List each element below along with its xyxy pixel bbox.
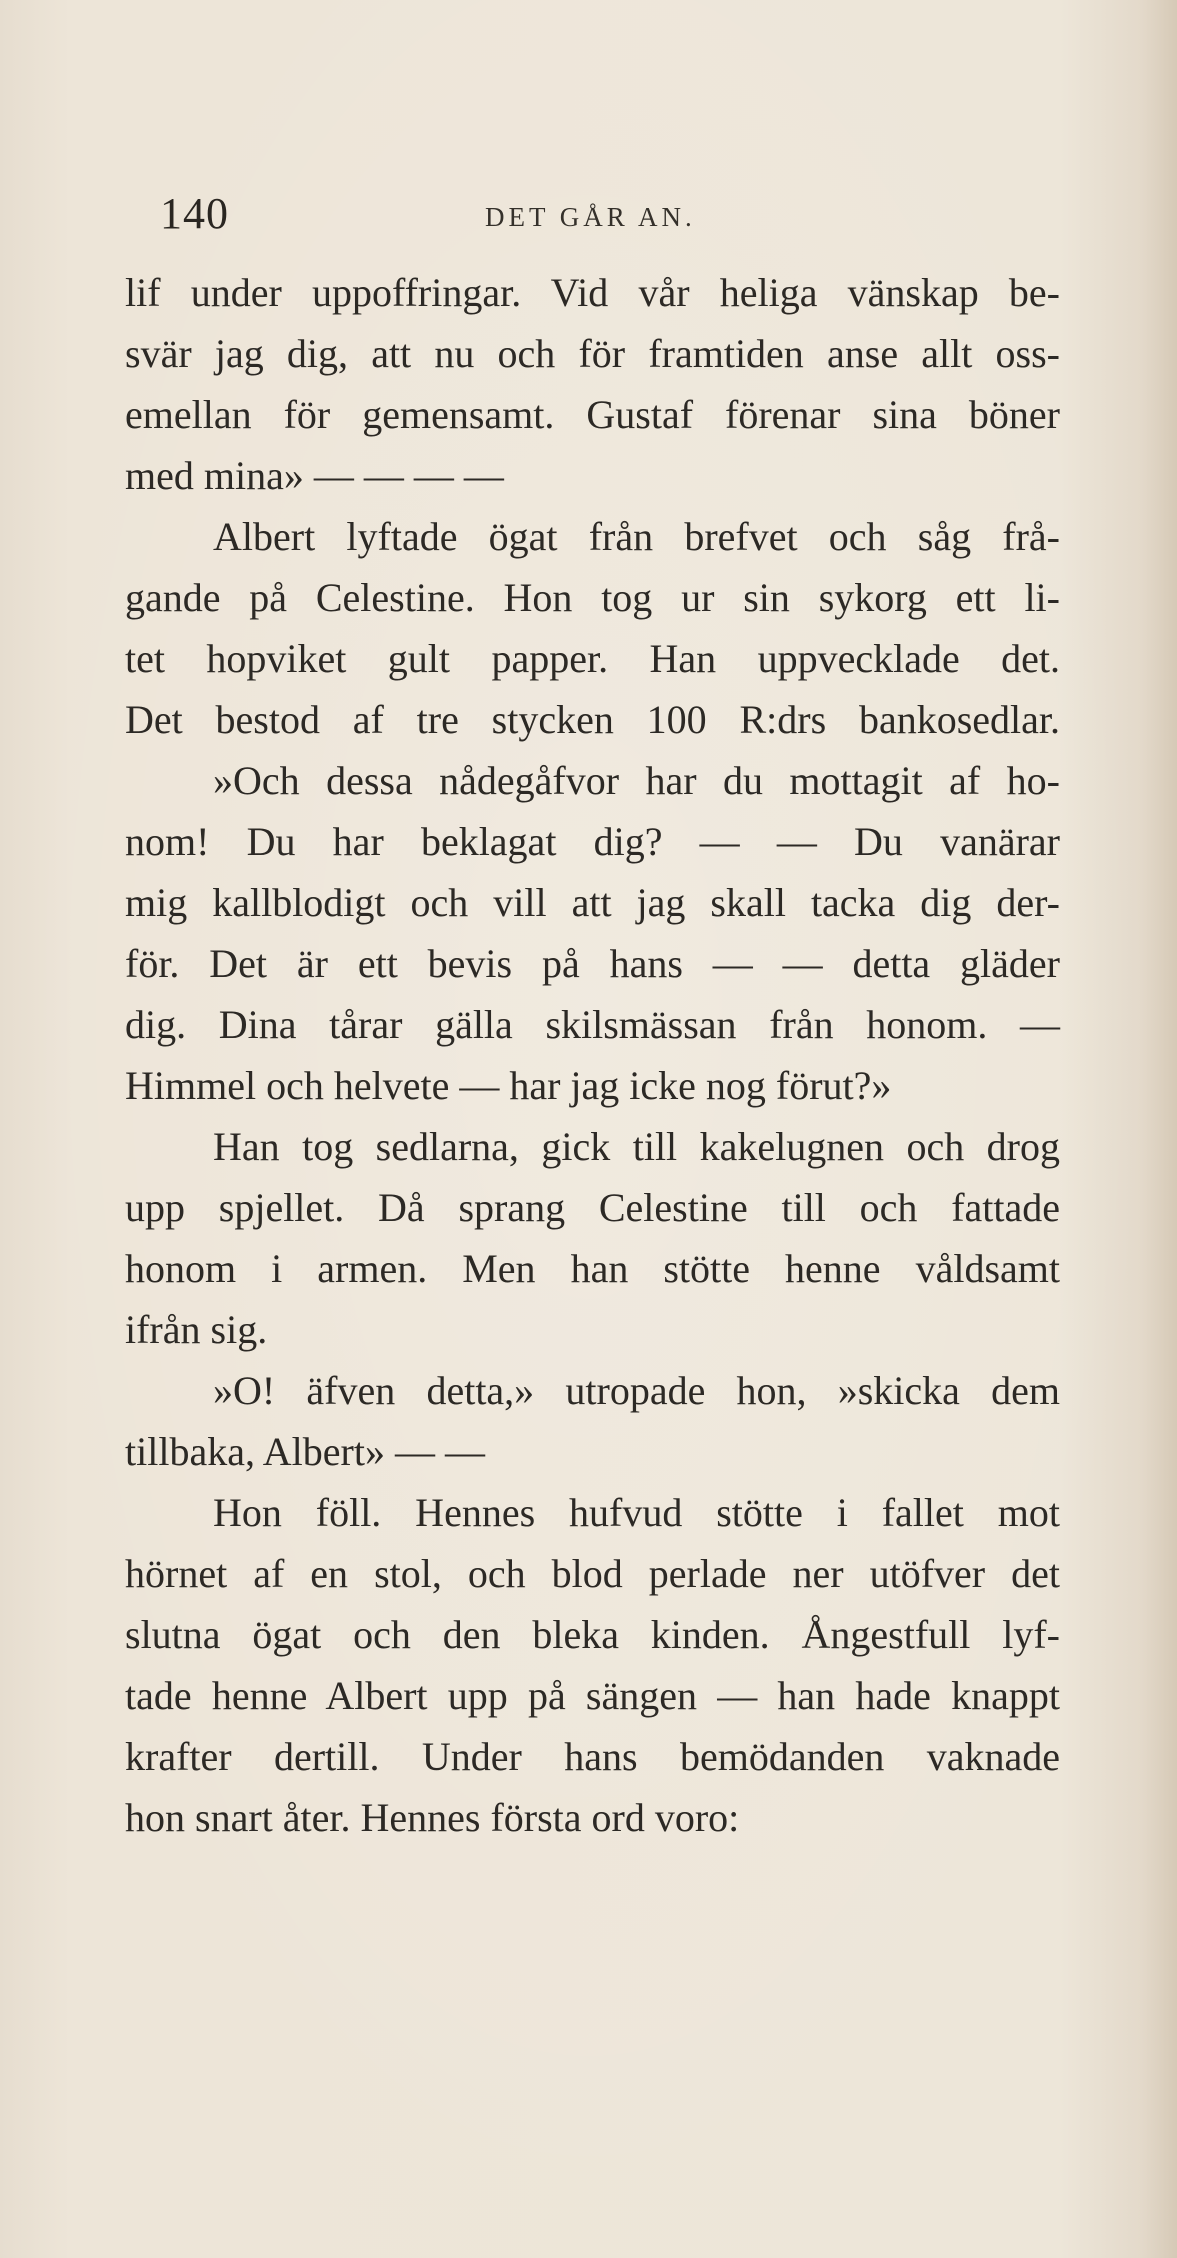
text-line: »Och dessa nådegåfvor har du mottagit af ho- bbox=[213, 758, 1060, 803]
text-line: krafter dertill. Under hans bemödanden vaknade bbox=[125, 1734, 1060, 1779]
text-line: emellan för gemensamt. Gustaf förenar sina böner bbox=[125, 392, 1060, 437]
page-number: 140 bbox=[160, 189, 229, 238]
text-line: Han tog sedlarna, gick till kakelugnen och drog bbox=[213, 1124, 1060, 1169]
text-line: Albert lyftade ögat från brefvet och såg frå- bbox=[213, 514, 1060, 559]
text-line: upp spjellet. Då sprang Celestine till och fattade bbox=[125, 1185, 1060, 1230]
text-line: gande på Celestine. Hon tog ur sin sykorg ett li- bbox=[125, 575, 1060, 620]
text-line: tet hopviket gult papper. Han uppvecklade det. bbox=[125, 636, 1060, 681]
text-line: svär jag dig, att nu och för framtiden anse allt oss- bbox=[125, 331, 1060, 376]
text-line: »O! äfven detta,» utropade hon, »skicka dem bbox=[213, 1368, 1060, 1413]
text-line: nom! Du har beklagat dig? — — Du vanärar bbox=[125, 819, 1060, 864]
text-line: mig kallblodigt och vill att jag skall tacka dig der- bbox=[125, 880, 1060, 925]
text-line: med mina» — — — — bbox=[125, 453, 504, 498]
text-line: slutna ögat och den bleka kinden. Ångestfull lyf- bbox=[125, 1612, 1060, 1657]
text-line: för. Det är ett bevis på hans — — detta gläder bbox=[125, 941, 1060, 986]
text-line: ifrån sig. bbox=[125, 1307, 268, 1352]
running-head: DET GÅR AN. bbox=[485, 202, 696, 232]
text-line: tillbaka, Albert» — — bbox=[125, 1429, 485, 1474]
text-line: honom i armen. Men han stötte henne våldsamt bbox=[125, 1246, 1060, 1291]
text-line: Himmel och helvete — har jag icke nog förut?» bbox=[125, 1063, 892, 1108]
page-header bbox=[160, 188, 1060, 248]
text-line: hon snart åter. Hennes första ord voro: bbox=[125, 1795, 740, 1840]
text-line: tade henne Albert upp på sängen — han hade knappt bbox=[125, 1673, 1060, 1718]
text-line: Det bestod af tre stycken 100 R:drs bankosedlar. bbox=[125, 697, 1060, 742]
text-line: Hon föll. Hennes hufvud stötte i fallet mot bbox=[213, 1490, 1060, 1535]
body-text bbox=[125, 262, 1060, 1848]
text-line: lif under uppoffringar. Vid vår heliga vänskap be- bbox=[125, 270, 1060, 315]
text-line: hörnet af en stol, och blod perlade ner utöfver det bbox=[125, 1551, 1060, 1596]
text-line: dig. Dina tårar gälla skilsmässan från honom. — bbox=[125, 1002, 1060, 1047]
